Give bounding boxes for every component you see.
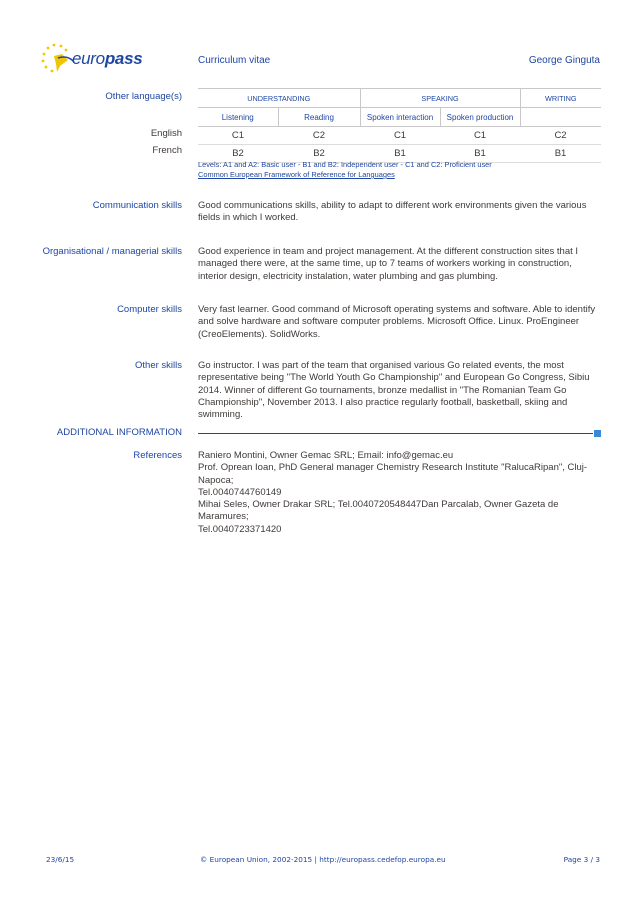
language-name-english: English (150, 128, 182, 139)
section-divider (198, 433, 593, 434)
spoken-production-header: Spoken production (440, 108, 520, 127)
organisational-skills-text: Good experience in team and project management. At the different construction sites that I managed there were, at the same time, up to 7 teams of workers working in construction, interior design, electricity instalation, water plumbing and gas plumbing. (198, 246, 579, 282)
footer-copyright: © European Union, 2002-2015 | http://europass.cedefop.europa.eu (200, 855, 446, 864)
levels-legend: Levels: A1 and A2: Basic user - B1 and B2: Independent user - C1 and C2: Proficient user (198, 160, 492, 169)
understanding-header: UNDERSTANDING (198, 89, 360, 108)
references-text (198, 450, 600, 536)
cv-title: Curriculum vitae (198, 55, 271, 66)
additional-information-heading: ADDITIONAL INFORMATION (56, 427, 182, 438)
reference-line: Mihai Seles, Owner Drakar SRL; Tel.0040720548447Dan Parcalab, Owner Gazeta de Maramures; (198, 499, 559, 523)
level-cell: C2 (278, 127, 360, 145)
reading-header: Reading (278, 108, 360, 127)
level-cell: B2 (278, 145, 360, 163)
levels-note (198, 160, 492, 180)
level-cell: B1 (360, 145, 440, 163)
listening-header: Listening (198, 108, 278, 127)
reference-line: Tel.0040723371420 (198, 523, 282, 535)
footer-page-number: Page 3 / 3 (563, 855, 600, 864)
writing-header: WRITING (520, 89, 601, 108)
level-cell: C2 (520, 127, 601, 145)
other-languages-label: Other language(s) (105, 91, 182, 102)
other-skills-text: Go instructor. I was part of the team that organised various Go related events, the most representative being "The World Youth Go Championship" and European Go Congress, Sibiu 2014. Winner of different Go tournaments, bronze medallist in "The Romanian Team Go Championship", November 2013. I also practice regularly football, basketball, skiing and swimming. (198, 360, 590, 421)
references-label: References (133, 450, 182, 461)
reference-line: Tel.0040744760149 (198, 486, 282, 498)
level-cell: C1 (360, 127, 440, 145)
level-cell: B1 (440, 145, 520, 163)
spoken-interaction-header: Spoken interaction (360, 108, 440, 127)
level-cell: C1 (198, 127, 278, 145)
communication-skills-label: Communication skills (92, 200, 182, 211)
cv-owner-name: George Ginguta (528, 55, 600, 66)
reference-line: Raniero Montini, Owner Gemac SRL; Email: info@gemac.eu (198, 450, 454, 461)
communication-skills-text: Good communications skills, ability to adapt to different work environments given the various fields in which I worked. (198, 200, 587, 224)
section-marker-icon (594, 430, 601, 437)
level-cell: C1 (440, 127, 520, 145)
cefr-link[interactable]: Common European Framework of Reference for Languages (198, 170, 395, 179)
computer-skills-text: Very fast learner. Good command of Microsoft operating systems and software. Able to identify and solve hardware and software computer problems. Microsoft Office. Linux. ProEngineer (CreoElements). SolidWorks. (198, 304, 596, 340)
level-cell: B1 (520, 145, 601, 163)
computer-skills-label: Computer skills (117, 304, 182, 315)
speaking-header: SPEAKING (360, 89, 520, 108)
reference-line: Prof. Oprean Ioan, PhD General manager Chemistry Research Institute "RalucaRipan", Cluj-Napoca; (198, 462, 588, 486)
other-skills-label: Other skills (135, 360, 182, 371)
level-cell: B2 (198, 145, 278, 163)
language-name-french: French (152, 145, 182, 156)
europass-wordmark: europass (72, 49, 143, 68)
organisational-skills-label: Organisational / managerial skills (42, 246, 182, 257)
footer-date: 23/6/15 (46, 855, 75, 864)
language-table (198, 88, 601, 163)
writing-subheader (520, 108, 601, 127)
table-row (198, 127, 601, 145)
